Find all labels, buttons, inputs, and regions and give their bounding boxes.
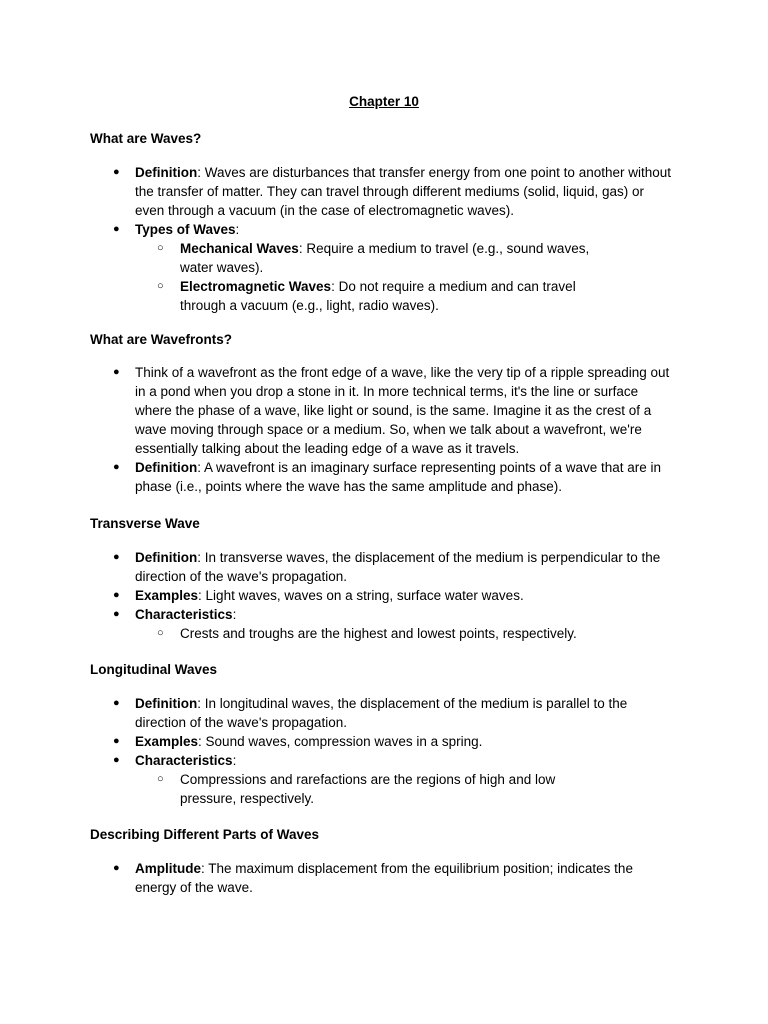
bullet-icon: ●	[113, 862, 120, 874]
list-item	[0, 751, 675, 808]
item-text: : Sound waves, compression waves in a spring.	[198, 734, 483, 749]
bullet-icon: ●	[113, 754, 120, 766]
bullet-icon: ●	[113, 366, 120, 378]
list-item	[0, 548, 675, 586]
list-item	[0, 694, 675, 732]
item-label: Examples	[135, 734, 199, 749]
hollow-bullet-icon: ○	[157, 242, 164, 254]
item-text: : Require a medium to travel (e.g., sound waves, water waves).	[180, 241, 590, 275]
hollow-bullet-icon: ○	[157, 280, 164, 292]
section-heading-longitudinal: Longitudinal Waves	[90, 662, 218, 677]
list-item	[0, 859, 675, 897]
parts-list	[0, 859, 675, 897]
sub-list	[135, 770, 675, 808]
list-item	[0, 586, 675, 605]
wavefronts-list	[0, 363, 675, 496]
item-text: Think of a wavefront as the front edge of a wave, like the very tip of a ripple spreading out in a pond when you drop a stone in it. In more technical terms, it's the line or surface where the phase of a wave, like light or sound, is the same. Imagine it as the crest of a wave moving through space or a medium. So, when we talk about a wavefront, we're essentially talking about the leading edge of a wave as it travels.	[135, 365, 670, 456]
item-label: Characteristics	[135, 607, 233, 622]
hollow-bullet-icon: ○	[157, 773, 164, 785]
list-item	[0, 605, 675, 643]
chapter-title: Chapter 10	[349, 94, 419, 109]
item-text: : In longitudinal waves, the displacement of the medium is parallel to the direction of the wave's propagation.	[135, 696, 628, 730]
item-text: : Light waves, waves on a string, surface water waves.	[198, 588, 524, 603]
bullet-icon: ●	[113, 166, 120, 178]
sub-list	[135, 239, 675, 315]
list-item	[0, 458, 675, 496]
item-text: : Do not require a medium and can travel through a vacuum (e.g., light, radio waves).	[180, 279, 576, 313]
item-text: : Waves are disturbances that transfer energy from one point to another without the transfer of matter. They can travel through different mediums (solid, liquid, gas) or even through a vacuum (in the case of electromagnetic waves).	[135, 165, 672, 218]
list-item	[0, 220, 675, 315]
item-label: Mechanical Waves	[180, 241, 299, 256]
sub-list-item	[135, 239, 610, 277]
bullet-icon: ●	[113, 223, 120, 235]
list-item	[0, 363, 675, 458]
section-heading-waves: What are Waves?	[90, 131, 202, 146]
section-heading-parts: Describing Different Parts of Waves	[90, 827, 320, 842]
hollow-bullet-icon: ○	[157, 627, 164, 639]
item-text: :	[232, 753, 237, 768]
transverse-list	[0, 548, 675, 643]
bullet-icon: ●	[113, 461, 120, 473]
item-label: Examples	[135, 588, 199, 603]
item-label: Definition	[135, 696, 198, 711]
waves-list	[0, 163, 675, 315]
bullet-icon: ●	[113, 697, 120, 709]
bullet-icon: ●	[113, 589, 120, 601]
list-item	[0, 732, 675, 751]
section-heading-transverse: Transverse Wave	[90, 516, 200, 531]
item-text: Compressions and rarefactions are the regions of high and low pressure, respectively.	[180, 772, 556, 806]
item-label: Electromagnetic Waves	[180, 279, 332, 294]
item-label: Amplitude	[135, 861, 201, 876]
longitudinal-list	[0, 694, 675, 808]
sub-list-item	[135, 624, 610, 643]
bullet-icon: ●	[113, 735, 120, 747]
item-text: :	[232, 607, 237, 622]
item-label: Characteristics	[135, 753, 233, 768]
sub-list-item	[135, 277, 610, 315]
section-heading-wavefronts: What are Wavefronts?	[90, 332, 233, 347]
bullet-icon: ●	[113, 551, 120, 563]
item-label: Definition	[135, 165, 198, 180]
item-text: Crests and troughs are the highest and lowest points, respectively.	[180, 626, 577, 641]
sub-list	[135, 624, 675, 643]
item-text: : In transverse waves, the displacement of the medium is perpendicular to the direction of the wave's propagation.	[135, 550, 661, 584]
list-item	[0, 163, 675, 220]
bullet-icon: ●	[113, 608, 120, 620]
item-label: Definition	[135, 460, 198, 475]
item-text: : A wavefront is an imaginary surface representing points of a wave that are in phase (i.e., points where the wave has the same amplitude and phase).	[135, 460, 662, 494]
item-label: Types of Waves	[135, 222, 236, 237]
item-label: Definition	[135, 550, 198, 565]
item-text: :	[235, 222, 240, 237]
sub-list-item	[135, 770, 610, 808]
item-text: : The maximum displacement from the equilibrium position; indicates the energy of the wave.	[135, 861, 633, 895]
